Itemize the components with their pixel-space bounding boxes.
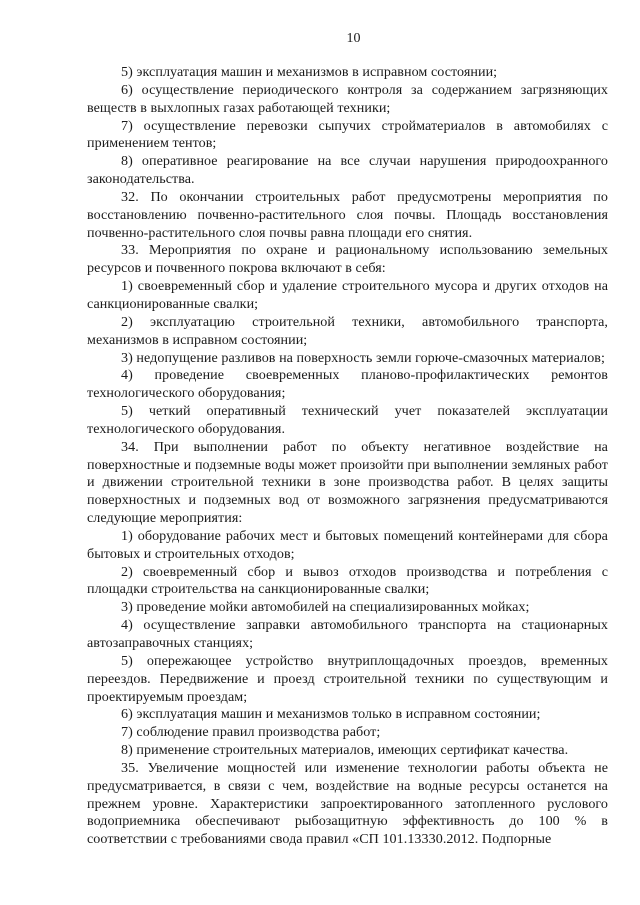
paragraph: 3) недопущение разливов на поверхность земли горюче-смазочных материалов; bbox=[121, 349, 605, 366]
paragraph: 5) четкий оперативный технический учет показателей эксплуатации технологического оборудования. bbox=[87, 403, 608, 437]
paragraph: 1) своевременный сбор и удаление строительного мусора и других отходов на санкционированные свалки; bbox=[87, 278, 608, 312]
paragraph: 2) своевременный сбор и вывоз отходов производства и потребления с площадки строительства на санкционированные свалки; bbox=[87, 563, 608, 598]
paragraph: 6) эксплуатация машин и механизмов только в исправном состоянии; bbox=[121, 706, 541, 723]
paragraph: 5) эксплуатация машин и механизмов в исправном состоянии; bbox=[121, 64, 498, 80]
paragraph: 5) опережающее устройство внутриплощадочных проездов, временных переездов. Передвижение и проезд строительной техники по существующим и проектируемым проездам; bbox=[87, 652, 608, 705]
paragraph: 33. Мероприятия по охране и рациональному использованию земельных ресурсов и почвенного покрова включают в себя: bbox=[87, 242, 608, 277]
paragraph: 34. При выполнении работ по объекту негативное воздействие на поверхностные и подземные воды может произойти при выполнении земляных работ и движении строительной техники в зоне производства работ. В целях защиты поверхностных и подземных вод от возможного загрязнения предусматриваются следующие мероприятия: bbox=[87, 438, 608, 527]
paragraph: 4) проведение своевременных планово-профилактических ремонтов технологического оборудования; bbox=[87, 367, 608, 402]
paragraph: 8) применение строительных материалов, имеющих сертификат качества. bbox=[121, 742, 569, 759]
paragraph: 35. Увеличение мощностей или изменение технологии работы объекта не предусматривается, в связи с чем, воздействие на водные ресурсы останется на прежнем уровне. Характеристики запроектированного затопленного руслового водоприемника обеспечивают рыбозащитную эффективность до 100 % в соответствии с требованиями свода правил «СП 101.13330.2012. Подпорные bbox=[87, 759, 608, 848]
paragraph: 1) оборудование рабочих мест и бытовых помещений контейнерами для сбора бытовых и строительных отходов; bbox=[87, 527, 608, 562]
paragraph: 3) проведение мойки автомобилей на специализированных мойках; bbox=[121, 599, 530, 616]
paragraph: 4) осуществление заправки автомобильного транспорта на стационарных автозаправочных станциях; bbox=[87, 617, 608, 651]
paragraph: 32. По окончании строительных работ предусмотрены мероприятия по восстановлению почвенно-растительного слоя почвы. Площадь восстановления почвенно-растительного слоя почвы равна площади его снятия. bbox=[87, 188, 608, 241]
document-body bbox=[87, 64, 608, 849]
paragraph: 7) соблюдение правил производства работ; bbox=[121, 724, 381, 741]
paragraph: 6) осуществление периодического контроля за содержанием загрязняющих веществ в выхлопных газах работающей техники; bbox=[87, 81, 608, 116]
paragraph: 2) эксплуатацию строительной техники, автомобильного транспорта, механизмов в исправном состоянии; bbox=[87, 313, 608, 348]
page-number: 10 bbox=[346, 31, 361, 46]
paragraph: 7) осуществление перевозки сыпучих стройматериалов в автомобилях с применением тентов; bbox=[87, 117, 608, 152]
paragraph: 8) оперативное реагирование на все случаи нарушения природоохранного законодательства. bbox=[87, 153, 608, 188]
